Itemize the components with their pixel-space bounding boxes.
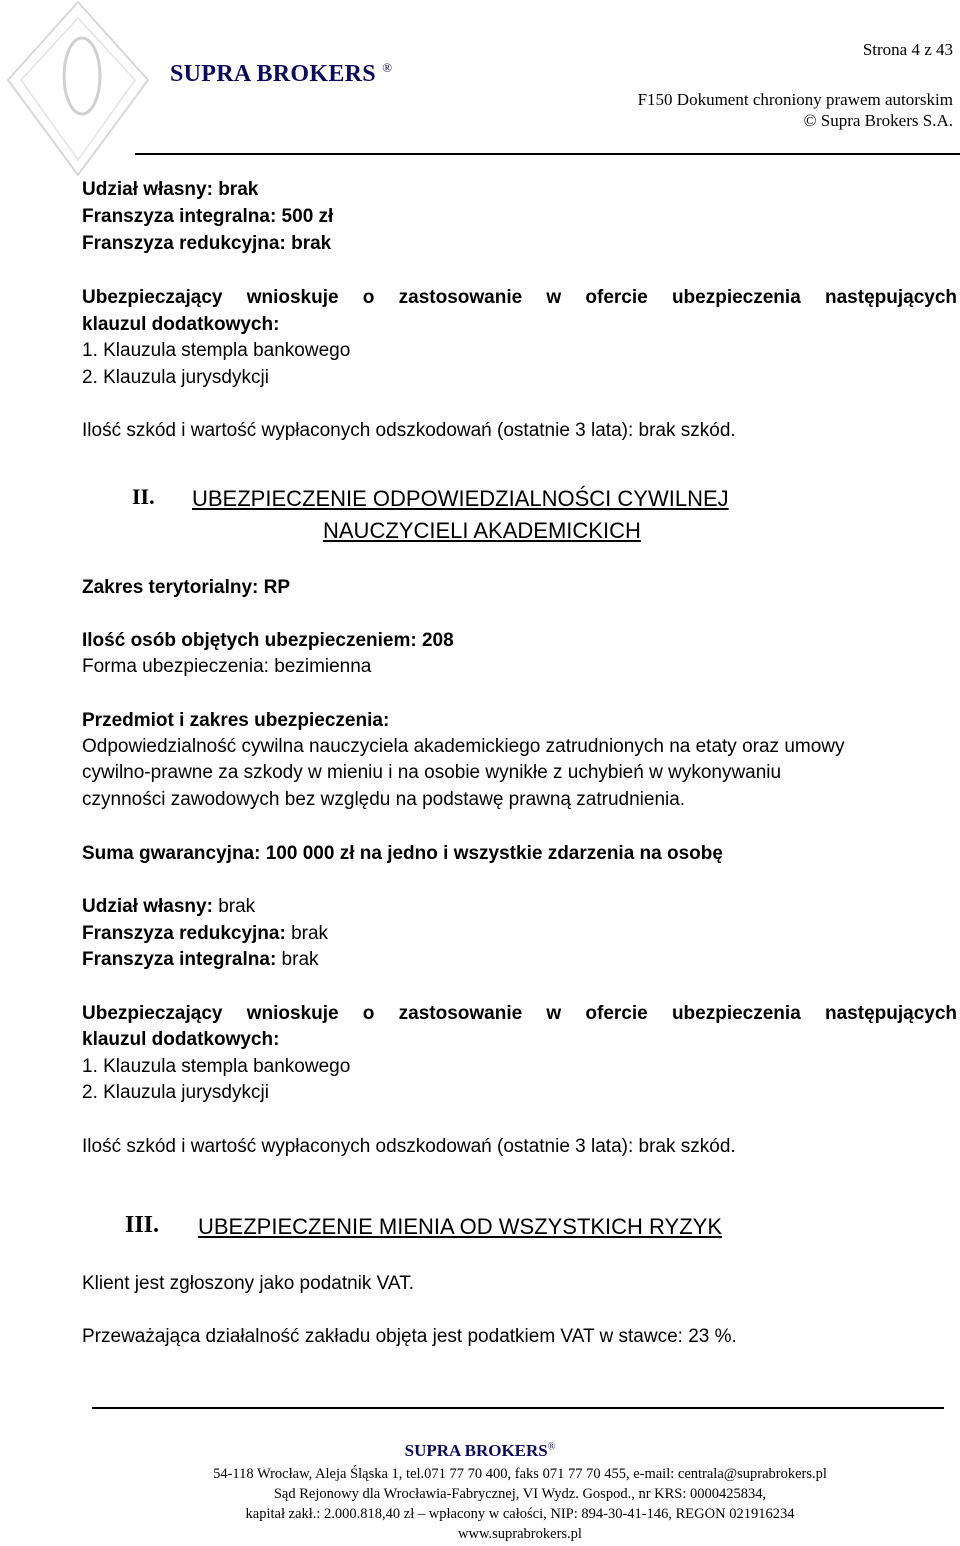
franszyza-redukcyjna — [82, 921, 328, 947]
footer-brand — [0, 1441, 960, 1461]
szkody-info: Ilość szkód i wartość wypłaconych odszkodowań (ostatnie 3 lata): brak szkód. — [82, 1136, 736, 1157]
przedmiot-label: Przedmiot i zakres ubezpieczenia: — [82, 710, 390, 731]
klauzule-intro-cont: klauzul dodatkowych: — [82, 314, 280, 335]
footer-website: www.suprabrokers.pl — [458, 1526, 582, 1542]
page-number: Strona 4 z 43 — [862, 40, 953, 59]
section-title-cont: NAUCZYCIELI AKADEMICKICH — [323, 518, 641, 543]
klauzula-item: 1. Klauzula stempla bankowego — [82, 340, 351, 361]
header-rule — [135, 153, 960, 155]
suma-gwarancyjna: Suma gwarancyjna: 100 000 zł na jedno i wszystkie zdarzenia na osobę — [82, 843, 723, 864]
header-copyright: © Supra Brokers S.A. — [803, 111, 953, 130]
section-title: UBEZPIECZENIE ODPOWIEDZIALNOŚCI CYWILNEJ — [192, 486, 729, 511]
udzial-wlasny — [82, 894, 255, 920]
footer-brand-name: SUPRA BROKERS — [404, 1441, 548, 1460]
section-title: UBEZPIECZENIE MIENIA OD WSZYSTKICH RYZYK — [198, 1214, 723, 1239]
fr-red-value: brak — [285, 923, 329, 944]
section-number: II. — [132, 484, 155, 509]
franszyza-integralna: Franszyza integralna: 500 zł — [82, 206, 334, 227]
przedmiot-text: Odpowiedzialność cywilna nauczyciela akademickiego zatrudnionych na etaty oraz umowy — [82, 736, 845, 757]
fr-int-label: Franszyza integralna: — [82, 949, 277, 970]
klauzula-item: 2. Klauzula jurysdykcji — [82, 367, 269, 388]
supra-brokers-logo-watermark — [0, 0, 190, 195]
forma-ubezpieczenia: Forma ubezpieczenia: bezimienna — [82, 656, 372, 677]
vat-status: Klient jest zgłoszony jako podatnik VAT. — [82, 1273, 414, 1294]
przedmiot-text: czynności zawodowych bez względu na podstawę prawną zatrudnienia. — [82, 789, 686, 810]
zakres-terytorialny: Zakres terytorialny: RP — [82, 577, 291, 598]
klauzule-intro-cont: klauzul dodatkowych: — [82, 1029, 280, 1050]
header-brand-reg: ® — [382, 60, 393, 75]
header-brand-name: SUPRA BROKERS — [170, 61, 376, 87]
klauzula-item: 1. Klauzula stempla bankowego — [82, 1056, 351, 1077]
przedmiot-text: cywilno-prawne za szkody w mieniu i na osobie wynikłe z uchybień w wykonywaniu — [82, 762, 782, 783]
fr-int-value: brak — [276, 949, 319, 970]
franszyza-redukcyjna: Franszyza redukcyjna: brak — [82, 233, 332, 254]
szkody-info: Ilość szkód i wartość wypłaconych odszkodowań (ostatnie 3 lata): brak szkód. — [82, 420, 736, 441]
fr-red-label: Franszyza redukcyjna: — [82, 923, 286, 944]
udzial-wlasny: Udział własny: brak — [82, 179, 259, 200]
klauzula-item: 2. Klauzula jurysdykcji — [82, 1082, 269, 1103]
klauzule-intro: Ubezpieczający wnioskuje o zastosowanie w ofercie ubezpieczenia następujących — [82, 287, 957, 308]
vat-rate: Przeważająca działalność zakładu objęta jest podatkiem VAT w stawce: 23 %. — [82, 1326, 737, 1347]
footer-address: 54-118 Wrocław, Aleja Śląska 1, tel.071 77 70 400, faks 071 77 70 455, e-mail: centrala@suprabrokers.pl — [213, 1466, 827, 1482]
footer-rule — [92, 1407, 944, 1409]
footer-krs: Sąd Rejonowy dla Wrocławia-Fabrycznej, VI Wydz. Gospod., nr KRS: 0000425834, — [273, 1486, 767, 1502]
udzial-label: Udział własny: — [82, 896, 213, 917]
franszyza-integralna — [82, 947, 319, 973]
udzial-value: brak — [212, 896, 256, 917]
klauzule-intro: Ubezpieczający wnioskuje o zastosowanie w ofercie ubezpieczenia następujących — [82, 1003, 957, 1024]
header-brand — [170, 60, 392, 88]
ilosc-osob: Ilość osób objętych ubezpieczeniem: 208 — [82, 630, 454, 651]
footer-brand-reg: ® — [547, 1441, 556, 1453]
footer-capital: kapitał zakł.: 2.000.818,40 zł – wpłacony w całości, NIP: 894-30-41-146, REGON 021916234 — [245, 1506, 795, 1522]
section-number: III. — [125, 1212, 160, 1238]
header-doc-note: F150 Dokument chroniony prawem autorskim — [637, 90, 953, 109]
